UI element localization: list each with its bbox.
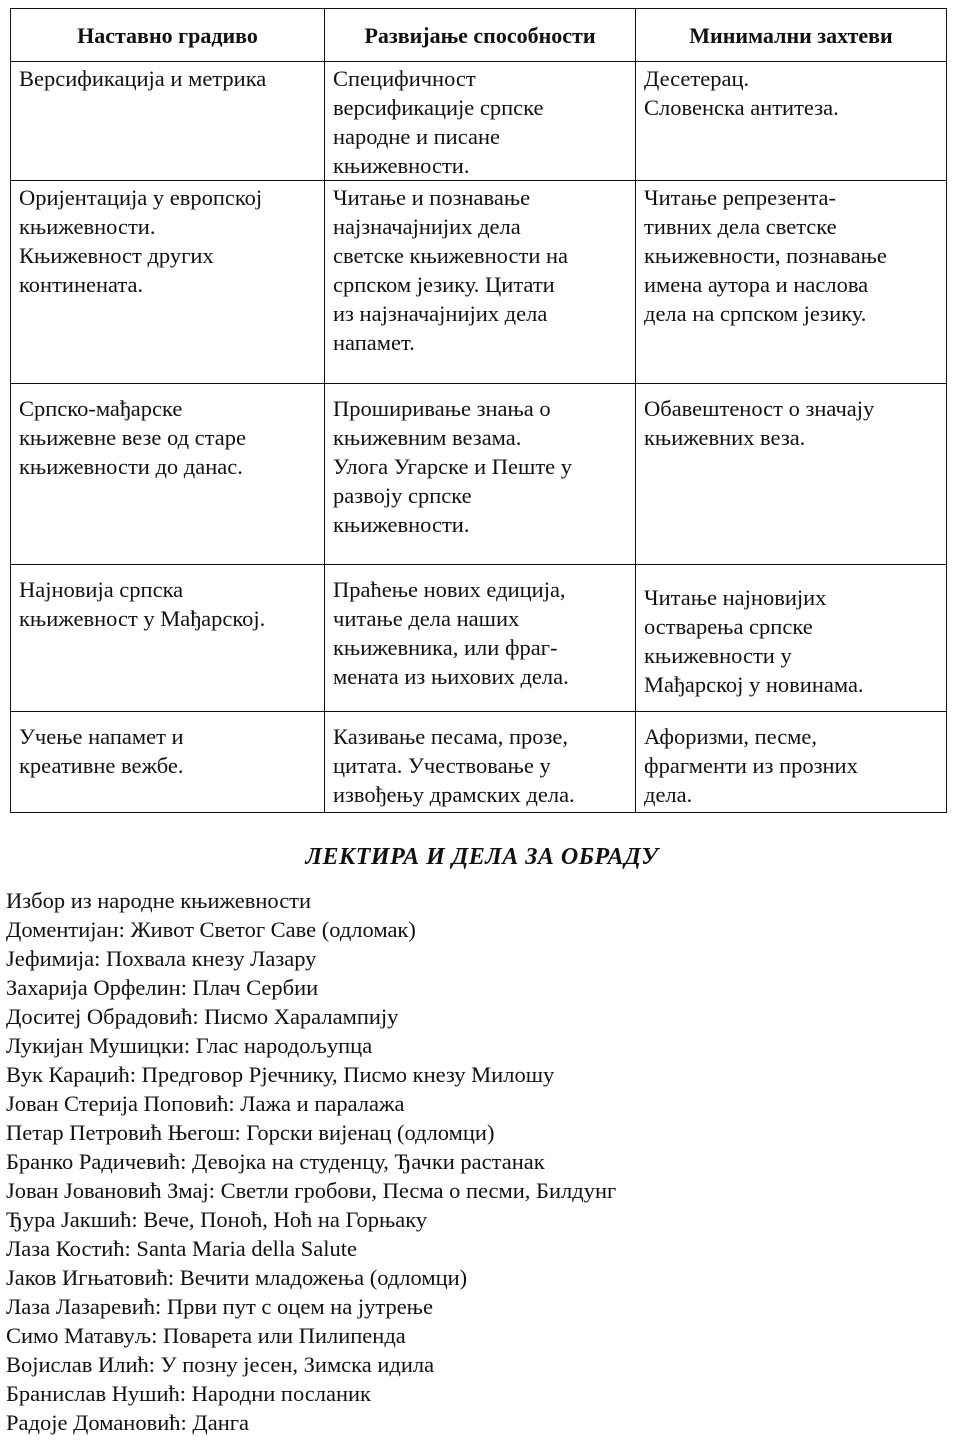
- cell-requirements: Десетерац. Словенска антитеза.: [636, 62, 947, 181]
- header-minimum-requirements: Минимални захтеви: [636, 9, 947, 62]
- cell-content: Версификација и метрика: [11, 62, 325, 181]
- table-row: [11, 62, 947, 181]
- cell-skills: Казивање песама, прозе, цитата. Учествовање у извођењу драмских дела.: [325, 712, 636, 813]
- table-row: [11, 181, 947, 384]
- cell-content: Оријентација у европској књижевности. Књижевност других континената.: [11, 181, 325, 384]
- list-item: Ђура Јакшић: Вече, Поноћ, Ноћ на Горњаку: [6, 1207, 428, 1232]
- list-item: Бранислав Нушић: Народни посланик: [6, 1381, 371, 1406]
- cell-requirements: Обавештеност о значају књижевних веза.: [636, 384, 947, 565]
- list-item: Јефимија: Похвала кнезу Лазару: [6, 946, 317, 971]
- list-item: Радоје Домановић: Данга: [6, 1410, 249, 1435]
- list-item: Доситеј Обрадовић: Писмо Харалампију: [6, 1004, 399, 1029]
- table-row: [11, 712, 947, 813]
- cell-requirements: Читање најновијих остварења српске књижевности у Мађарској у новинама.: [636, 565, 947, 712]
- cell-content: Учење напамет и креативне вежбе.: [11, 712, 325, 813]
- list-item: Лукијан Мушицки: Глас народољупца: [6, 1033, 373, 1058]
- list-item: Вук Караџић: Предговор Рјечнику, Писмо кнезу Милошу: [6, 1062, 555, 1087]
- list-item: Симо Матавуљ: Поварета или Пилипенда: [6, 1323, 406, 1348]
- list-item: Петар Петровић Његош: Горски вијенац (одломци): [6, 1120, 495, 1145]
- table-row: [11, 384, 947, 565]
- header-skill-development: Развијање способности: [325, 9, 636, 62]
- list-item: Лаза Лазаревић: Први пут с оцем на јутрење: [6, 1294, 433, 1319]
- list-item: Избор из народне књижевности: [6, 888, 312, 913]
- header-teaching-content: Наставно градиво: [11, 9, 325, 62]
- cell-skills: Специфичност версификације српске народне и писане књижевности.: [325, 62, 636, 181]
- list-item: Јован Јовановић Змај: Светли гробови, Песма о песми, Билдунг: [6, 1178, 617, 1203]
- cell-skills: Проширивање знања о књижевним везама. Улога Угарске и Пеште у развоју српске књижевности.: [325, 384, 636, 565]
- cell-content: Српско-мађарске књижевне везе од старе књижевности до данас.: [11, 384, 325, 565]
- cell-content: Најновија српска књижевност у Мађарској.: [11, 565, 325, 712]
- reading-section-title: ЛЕКТИРА И ДЕЛА ЗА ОБРАДУ: [305, 844, 659, 870]
- list-item: Јаков Игњатовић: Вечити младожења (одломци): [6, 1265, 468, 1290]
- list-item: Лаза Костић: Santa Maria della Salute: [6, 1236, 357, 1261]
- list-item: Захарија Орфелин: Плач Сербии: [6, 975, 319, 1000]
- cell-requirements: Читање репрезента- тивних дела светске књижевности, познавање имена аутора и наслова дела на српском језику.: [636, 181, 947, 384]
- list-item: Бранко Радичевић: Девојка на студенцу, Ђачки растанак: [6, 1149, 545, 1174]
- cell-skills: Праћење нових едиција, читање дела наших књижевника, или фраг- мената из њихових дела.: [325, 565, 636, 712]
- list-item: Војислав Илић: У позну јесен, Зимска идила: [6, 1352, 435, 1377]
- curriculum-table: [10, 8, 947, 813]
- list-item: Јован Стерија Поповић: Лажа и паралажа: [6, 1091, 405, 1116]
- cell-skills: Читање и познавање најзначајнијих дела светске књижевности на српском језику. Цитати из најзначајнијих дела напамет.: [325, 181, 636, 384]
- cell-requirements: Афоризми, песме, фрагменти из прозних дела.: [636, 712, 947, 813]
- table-row: [11, 565, 947, 712]
- reading-list: [6, 886, 616, 1437]
- table-header-row: [11, 9, 947, 62]
- list-item: Доментијан: Живот Светог Саве (одломак): [6, 917, 416, 942]
